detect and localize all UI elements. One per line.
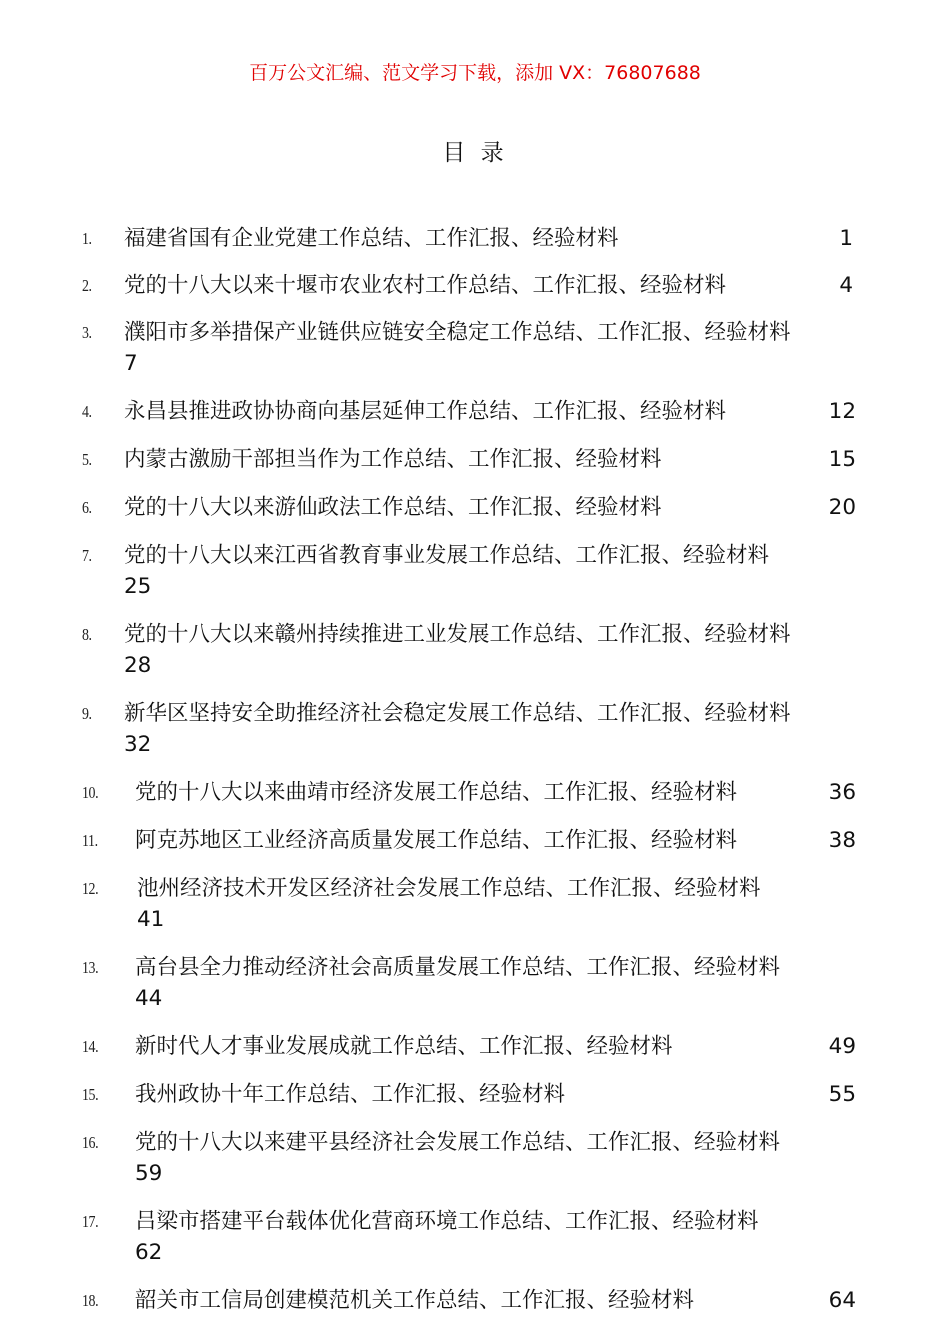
toc-entry[interactable] <box>0 951 950 1011</box>
toc-entry-page: 12 <box>828 399 856 424</box>
toc-entry-page: 7 <box>124 351 138 376</box>
toc-entry-number: 12. <box>82 879 99 898</box>
toc-entry[interactable] <box>0 824 950 864</box>
toc-title: 目 录 <box>442 140 508 166</box>
toc-entry-number: 8. <box>82 625 92 644</box>
toc-entry-page: 36 <box>828 780 856 805</box>
toc-entry-title: 池州经济技术开发区经济社会发展工作总结、工作汇报、经验材料 <box>137 876 761 901</box>
toc-entry[interactable] <box>0 395 950 435</box>
toc-entry[interactable] <box>0 618 950 678</box>
toc-entry-page: 64 <box>828 1288 856 1313</box>
toc-entry-title: 党的十八大以来曲靖市经济发展工作总结、工作汇报、经验材料 <box>135 780 738 805</box>
toc-entry[interactable] <box>0 1284 950 1324</box>
toc-entry-page: 20 <box>828 495 856 520</box>
toc-entry-number: 4. <box>82 402 92 421</box>
toc-entry-number: 9. <box>82 704 92 723</box>
toc-entry-title: 永昌县推进政协协商向基层延伸工作总结、工作汇报、经验材料 <box>124 399 727 424</box>
toc-entry-title: 濮阳市多举措保产业链供应链安全稳定工作总结、工作汇报、经验材料 <box>124 320 791 345</box>
toc-entry[interactable] <box>0 222 950 262</box>
toc-entry-page: 55 <box>828 1082 856 1107</box>
toc-entry-title: 韶关市工信局创建模范机关工作总结、工作汇报、经验材料 <box>135 1288 695 1313</box>
toc-entry-page: 1 <box>839 226 853 251</box>
toc-entry-title: 我州政协十年工作总结、工作汇报、经验材料 <box>135 1082 566 1107</box>
toc-entry-title: 新时代人才事业发展成就工作总结、工作汇报、经验材料 <box>135 1034 673 1059</box>
toc-entry-page: 25 <box>124 574 152 599</box>
toc-entry-number: 2. <box>82 276 92 295</box>
toc-entry[interactable] <box>0 539 950 599</box>
toc-entry-title: 阿克苏地区工业经济高质量发展工作总结、工作汇报、经验材料 <box>135 828 738 853</box>
toc-entry[interactable] <box>0 316 950 376</box>
toc-entry[interactable] <box>0 872 950 932</box>
toc-entry-title: 党的十八大以来江西省教育事业发展工作总结、工作汇报、经验材料 <box>124 543 770 568</box>
toc-entry-number: 18. <box>82 1291 99 1310</box>
toc-entry-number: 15. <box>82 1085 99 1104</box>
toc-entry-title: 党的十八大以来游仙政法工作总结、工作汇报、经验材料 <box>124 495 662 520</box>
toc-entry-page: 28 <box>124 653 152 678</box>
toc-entry-title: 内蒙古激励干部担当作为工作总结、工作汇报、经验材料 <box>124 447 662 472</box>
toc-entry-number: 10. <box>82 783 99 802</box>
toc-entry-number: 5. <box>82 450 92 469</box>
promo-header: 百万公文汇编、范文学习下载，添加 VX：76807688 <box>249 62 701 84</box>
toc-entry-page: 49 <box>828 1034 856 1059</box>
toc-entry-page: 15 <box>828 447 856 472</box>
toc-entry-number: 14. <box>82 1037 99 1056</box>
toc-entry-title: 新华区坚持安全助推经济社会稳定发展工作总结、工作汇报、经验材料 <box>124 701 791 726</box>
toc-entry-number: 11. <box>82 831 98 850</box>
toc-entry[interactable] <box>0 443 950 483</box>
toc-entry-title: 党的十八大以来赣州持续推进工业发展工作总结、工作汇报、经验材料 <box>124 622 791 647</box>
toc-entry-title: 党的十八大以来建平县经济社会发展工作总结、工作汇报、经验材料 <box>135 1130 781 1155</box>
toc-entry-page: 41 <box>137 907 165 932</box>
toc-entry-number: 1. <box>82 229 92 248</box>
toc-entry[interactable] <box>0 1078 950 1118</box>
toc-entry-number: 7. <box>82 546 92 565</box>
toc-entry[interactable] <box>0 1126 950 1186</box>
toc-entry-page: 59 <box>135 1161 163 1186</box>
toc-entry-title: 吕梁市搭建平台载体优化营商环境工作总结、工作汇报、经验材料 <box>135 1209 759 1234</box>
toc-entry-number: 17. <box>82 1212 99 1231</box>
toc-entry-page: 44 <box>135 986 163 1011</box>
toc-entry-page: 32 <box>124 732 152 757</box>
toc-entry[interactable] <box>0 269 950 309</box>
toc-entry-page: 62 <box>135 1240 163 1265</box>
toc-entry-title: 福建省国有企业党建工作总结、工作汇报、经验材料 <box>124 226 619 251</box>
toc-entry-number: 13. <box>82 958 99 977</box>
toc-entry[interactable] <box>0 697 950 757</box>
toc-entry-title: 高台县全力推动经济社会高质量发展工作总结、工作汇报、经验材料 <box>135 955 781 980</box>
toc-entry[interactable] <box>0 1030 950 1070</box>
toc-entry[interactable] <box>0 776 950 816</box>
toc-entry-number: 3. <box>82 323 92 342</box>
toc-entry-number: 16. <box>82 1133 99 1152</box>
toc-entry[interactable] <box>0 1205 950 1265</box>
toc-entry-number: 6. <box>82 498 92 517</box>
toc-entry[interactable] <box>0 491 950 531</box>
toc-entry-title: 党的十八大以来十堰市农业农村工作总结、工作汇报、经验材料 <box>124 273 727 298</box>
toc-entry-page: 38 <box>828 828 856 853</box>
toc-entry-page: 4 <box>839 273 853 298</box>
